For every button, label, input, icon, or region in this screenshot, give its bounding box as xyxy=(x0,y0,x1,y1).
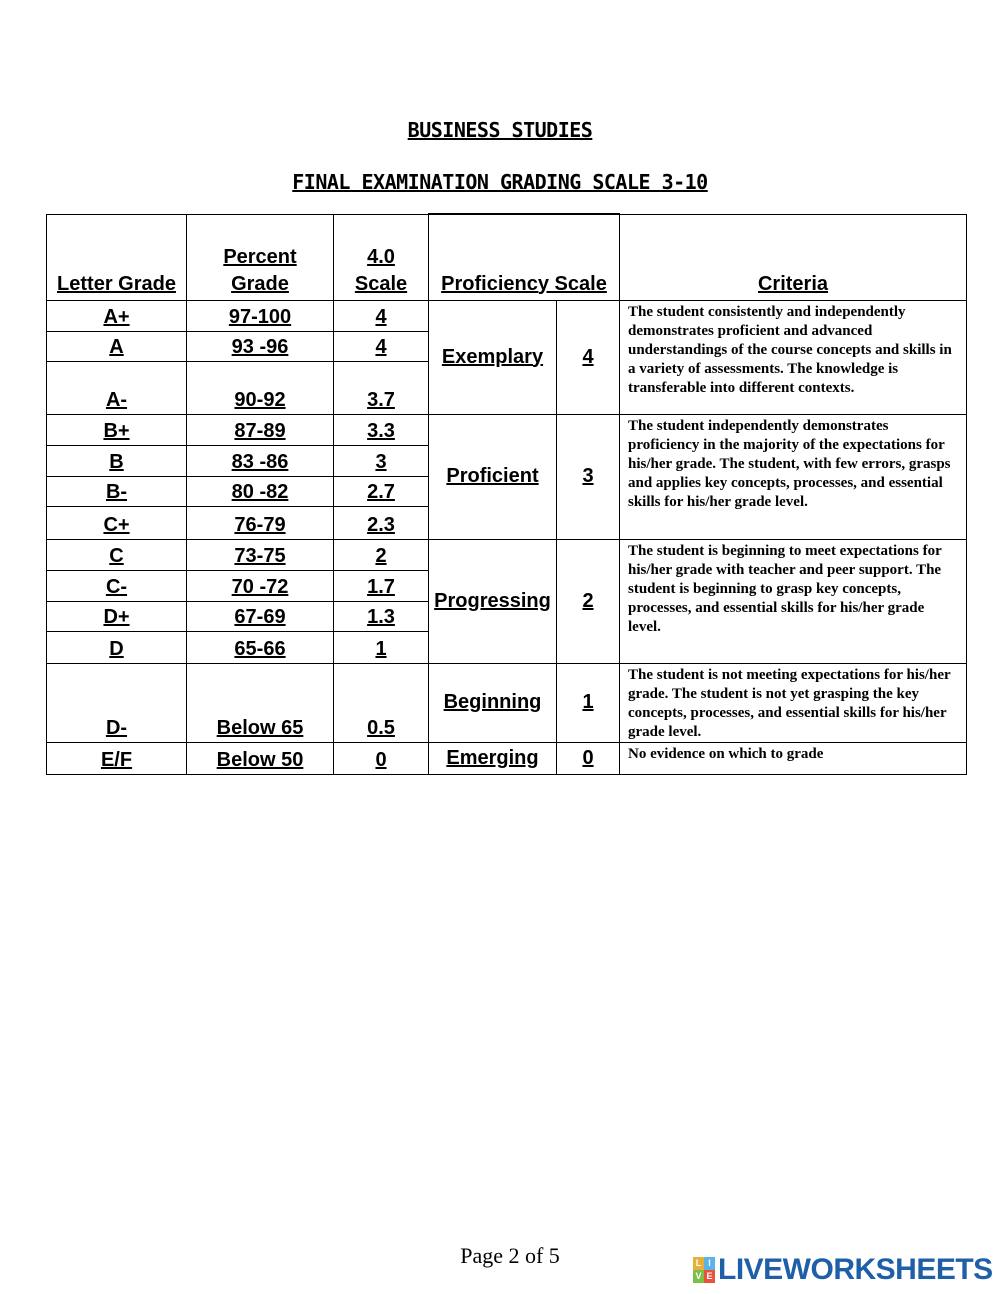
letter-grade-cell: B+ xyxy=(47,414,187,445)
letter-grade-cell: A+ xyxy=(47,300,187,331)
percent-cell: 73-75 xyxy=(187,539,334,570)
scale-cell: 1.7 xyxy=(334,570,429,601)
header-proficiency-scale: Proficiency Scale xyxy=(429,214,620,300)
page-number: Page 2 of 5 xyxy=(460,1243,560,1268)
level-score-exemplary: 4 xyxy=(557,300,620,414)
liveworksheets-logo xyxy=(693,1254,993,1286)
scale-cell: 0.5 xyxy=(334,663,429,742)
letter-grade-cell: E/F xyxy=(47,742,187,774)
level-name-progressing: Progressing xyxy=(429,539,557,663)
table-row xyxy=(47,539,967,570)
percent-cell: Below 50 xyxy=(187,742,334,774)
document-subtitle: FINAL EXAMINATION GRADING SCALE 3-10 xyxy=(292,170,708,194)
criteria-beginning: The student is not meeting expectations for his/her grade. The student is not yet grasping the key concepts, processes, and essential skills for his/her grade level. xyxy=(620,663,967,742)
criteria-progressing: The student is beginning to meet expectations for his/her grade with teacher and peer support. The student is beginning to grasp key concepts, processes, and essential skills for his/her grade level. xyxy=(620,539,967,663)
scale-cell: 3.3 xyxy=(334,414,429,445)
percent-cell: 83 -86 xyxy=(187,445,334,476)
scale-cell: 0 xyxy=(334,742,429,774)
scale-cell: 1 xyxy=(334,631,429,663)
level-name-proficient: Proficient xyxy=(429,414,557,539)
percent-cell: 97-100 xyxy=(187,300,334,331)
letter-grade-cell: C+ xyxy=(47,506,187,539)
logo-block: I xyxy=(704,1257,715,1270)
scale-cell: 3.7 xyxy=(334,361,429,414)
letter-grade-cell: D+ xyxy=(47,601,187,631)
logo-block: L xyxy=(693,1257,704,1270)
letter-grade-cell: B xyxy=(47,445,187,476)
header-letter-grade: Letter Grade xyxy=(47,214,187,300)
level-name-beginning: Beginning xyxy=(429,663,557,742)
level-score-emerging: 0 xyxy=(557,742,620,774)
scale-cell: 2.3 xyxy=(334,506,429,539)
header-percent-grade: Percent Grade xyxy=(187,214,334,300)
criteria-proficient: The student independently demonstrates proficiency in the majority of the expectations for his/her grade. The student, with few errors, grasps and applies key concepts, processes, and essential skills for his/her grade level. xyxy=(620,414,967,539)
level-name-exemplary: Exemplary xyxy=(429,300,557,414)
percent-cell: 93 -96 xyxy=(187,331,334,361)
percent-cell: 87-89 xyxy=(187,414,334,445)
letter-grade-cell: D- xyxy=(47,663,187,742)
percent-cell: 90-92 xyxy=(187,361,334,414)
letter-grade-cell: C- xyxy=(47,570,187,601)
criteria-exemplary: The student consistently and independently demonstrates proficient and advanced understandings of the course concepts and skills in a variety of assessments. The knowledge is transferable into different contexts. xyxy=(620,300,967,414)
logo-block: E xyxy=(704,1270,715,1283)
level-name-emerging: Emerging xyxy=(429,742,557,774)
scale-cell: 2.7 xyxy=(334,476,429,506)
percent-cell: 80 -82 xyxy=(187,476,334,506)
letter-grade-cell: A- xyxy=(47,361,187,414)
header-criteria: Criteria xyxy=(620,214,967,300)
table-row xyxy=(47,300,967,331)
level-score-progressing: 2 xyxy=(557,539,620,663)
scale-cell: 3 xyxy=(334,445,429,476)
scale-cell: 4 xyxy=(334,331,429,361)
letter-grade-cell: D xyxy=(47,631,187,663)
scale-cell: 1.3 xyxy=(334,601,429,631)
letter-grade-cell: C xyxy=(47,539,187,570)
document-title: BUSINESS STUDIES xyxy=(407,118,593,142)
live-blocks-icon xyxy=(693,1257,715,1283)
header-4-scale: 4.0 Scale xyxy=(334,214,429,300)
logo-block: V xyxy=(693,1270,704,1283)
criteria-emerging: No evidence on which to grade xyxy=(620,742,967,774)
percent-cell: 67-69 xyxy=(187,601,334,631)
scale-cell: 2 xyxy=(334,539,429,570)
percent-cell: 70 -72 xyxy=(187,570,334,601)
grading-scale-table xyxy=(46,213,967,775)
letter-grade-cell: A xyxy=(47,331,187,361)
percent-cell: 65-66 xyxy=(187,631,334,663)
table-header-row xyxy=(47,214,967,300)
table-row xyxy=(47,414,967,445)
percent-cell: Below 65 xyxy=(187,663,334,742)
table-row xyxy=(47,663,967,742)
level-score-beginning: 1 xyxy=(557,663,620,742)
level-score-proficient: 3 xyxy=(557,414,620,539)
percent-cell: 76-79 xyxy=(187,506,334,539)
letter-grade-cell: B- xyxy=(47,476,187,506)
table-row xyxy=(47,742,967,774)
brand-name: LIVEWORKSHEETS xyxy=(718,1253,993,1286)
scale-cell: 4 xyxy=(334,300,429,331)
